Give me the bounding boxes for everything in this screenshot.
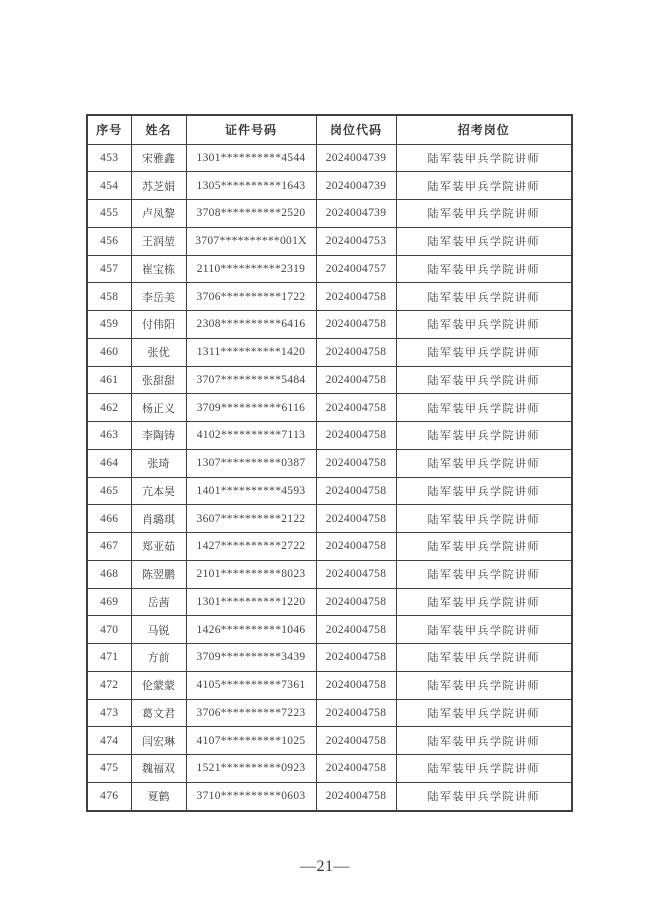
table-header-row [87,115,572,144]
cell-position: 陆军装甲兵学院讲师 [396,477,572,505]
cell-position-code: 2024004758 [316,727,396,755]
cell-serial: 471 [87,644,131,672]
table-row [87,560,572,588]
cell-position-code: 2024004758 [316,588,396,616]
table-row [87,727,572,755]
cell-id-number: 3709**********6116 [186,394,316,422]
cell-serial: 460 [87,338,131,366]
cell-name: 伦蒙蒙 [131,671,186,699]
cell-id-number: 3709**********3439 [186,644,316,672]
cell-position: 陆军装甲兵学院讲师 [396,671,572,699]
cell-position: 陆军装甲兵学院讲师 [396,144,572,172]
cell-serial: 472 [87,671,131,699]
cell-name: 葛文君 [131,699,186,727]
cell-serial: 475 [87,755,131,783]
cell-position: 陆军装甲兵学院讲师 [396,366,572,394]
cell-name: 马锐 [131,616,186,644]
table-row [87,755,572,783]
cell-position: 陆军装甲兵学院讲师 [396,422,572,450]
cell-position: 陆军装甲兵学院讲师 [396,227,572,255]
cell-position-code: 2024004758 [316,394,396,422]
cell-id-number: 4102**********7113 [186,422,316,450]
cell-id-number: 3706**********1722 [186,283,316,311]
cell-serial: 469 [87,588,131,616]
table-row [87,699,572,727]
cell-position: 陆军装甲兵学院讲师 [396,200,572,228]
cell-serial: 474 [87,727,131,755]
cell-name: 杨正义 [131,394,186,422]
cell-name: 肖璐琪 [131,505,186,533]
cell-position-code: 2024004758 [316,338,396,366]
cell-serial: 458 [87,283,131,311]
cell-position: 陆军装甲兵学院讲师 [396,338,572,366]
cell-position: 陆军装甲兵学院讲师 [396,311,572,339]
column-header-name: 姓名 [131,115,186,144]
cell-serial: 466 [87,505,131,533]
cell-name: 张优 [131,338,186,366]
cell-name: 付伟阳 [131,311,186,339]
cell-position-code: 2024004758 [316,560,396,588]
cell-position-code: 2024004758 [316,616,396,644]
recruitment-roster-table [86,114,573,812]
cell-name: 崔宝栋 [131,255,186,283]
cell-name: 亢本昊 [131,477,186,505]
cell-id-number: 3708**********2520 [186,200,316,228]
cell-id-number: 1301**********4544 [186,144,316,172]
table-row [87,338,572,366]
table-row [87,255,572,283]
cell-position-code: 2024004758 [316,699,396,727]
cell-id-number: 1401**********4593 [186,477,316,505]
cell-position: 陆军装甲兵学院讲师 [396,560,572,588]
cell-id-number: 3710**********0603 [186,782,316,811]
cell-id-number: 3707**********001X [186,227,316,255]
cell-position-code: 2024004758 [316,671,396,699]
cell-id-number: 1305**********1643 [186,172,316,200]
table-row [87,782,572,811]
table-row [87,144,572,172]
table-row [87,283,572,311]
cell-position-code: 2024004758 [316,283,396,311]
cell-position-code: 2024004758 [316,644,396,672]
cell-id-number: 3706**********7223 [186,699,316,727]
cell-id-number: 2110**********2319 [186,255,316,283]
cell-serial: 465 [87,477,131,505]
cell-position: 陆军装甲兵学院讲师 [396,782,572,811]
cell-name: 张甜甜 [131,366,186,394]
cell-name: 陈翌鹏 [131,560,186,588]
cell-position-code: 2024004758 [316,755,396,783]
cell-id-number: 2101**********8023 [186,560,316,588]
cell-name: 宋雅鑫 [131,144,186,172]
cell-name: 李陶铸 [131,422,186,450]
cell-id-number: 3707**********5484 [186,366,316,394]
cell-serial: 462 [87,394,131,422]
cell-name: 郑亚茹 [131,533,186,561]
table-row [87,200,572,228]
cell-name: 卢凤黎 [131,200,186,228]
cell-name: 夏鹤 [131,782,186,811]
cell-position: 陆军装甲兵学院讲师 [396,283,572,311]
cell-id-number: 1427**********2722 [186,533,316,561]
column-header-id-number: 证件号码 [186,115,316,144]
table-row [87,422,572,450]
cell-position-code: 2024004758 [316,311,396,339]
cell-serial: 468 [87,560,131,588]
cell-serial: 457 [87,255,131,283]
cell-position-code: 2024004758 [316,477,396,505]
cell-serial: 467 [87,533,131,561]
cell-serial: 463 [87,422,131,450]
cell-id-number: 1521**********0923 [186,755,316,783]
cell-position: 陆军装甲兵学院讲师 [396,616,572,644]
cell-position: 陆军装甲兵学院讲师 [396,588,572,616]
cell-position-code: 2024004739 [316,144,396,172]
cell-position-code: 2024004757 [316,255,396,283]
table-row [87,588,572,616]
cell-position-code: 2024004758 [316,533,396,561]
cell-position: 陆军装甲兵学院讲师 [396,727,572,755]
cell-name: 李岳美 [131,283,186,311]
cell-name: 方前 [131,644,186,672]
cell-id-number: 3607**********2122 [186,505,316,533]
table-row [87,533,572,561]
cell-position-code: 2024004758 [316,422,396,450]
cell-position-code: 2024004753 [316,227,396,255]
table-row [87,449,572,477]
cell-position: 陆军装甲兵学院讲师 [396,644,572,672]
cell-position-code: 2024004758 [316,366,396,394]
cell-position: 陆军装甲兵学院讲师 [396,533,572,561]
table-row [87,172,572,200]
table-row [87,616,572,644]
table-row [87,311,572,339]
cell-serial: 470 [87,616,131,644]
table-row [87,505,572,533]
table-row [87,394,572,422]
cell-position: 陆军装甲兵学院讲师 [396,699,572,727]
cell-id-number: 1311**********1420 [186,338,316,366]
table-row [87,227,572,255]
cell-position: 陆军装甲兵学院讲师 [396,172,572,200]
cell-serial: 464 [87,449,131,477]
table-body [87,144,572,811]
cell-position: 陆军装甲兵学院讲师 [396,449,572,477]
table-row [87,644,572,672]
cell-position-code: 2024004739 [316,172,396,200]
cell-name: 苏芝娟 [131,172,186,200]
table-row [87,671,572,699]
cell-serial: 456 [87,227,131,255]
cell-id-number: 1307**********0387 [186,449,316,477]
cell-serial: 473 [87,699,131,727]
cell-id-number: 4107**********1025 [186,727,316,755]
cell-serial: 476 [87,782,131,811]
cell-name: 魏福双 [131,755,186,783]
cell-name: 岳茜 [131,588,186,616]
column-header-position-code: 岗位代码 [316,115,396,144]
table-row [87,477,572,505]
cell-position: 陆军装甲兵学院讲师 [396,255,572,283]
cell-serial: 453 [87,144,131,172]
cell-position-code: 2024004739 [316,200,396,228]
cell-id-number: 4105**********7361 [186,671,316,699]
cell-serial: 459 [87,311,131,339]
cell-name: 张琦 [131,449,186,477]
cell-position-code: 2024004758 [316,782,396,811]
column-header-serial: 序号 [87,115,131,144]
cell-position: 陆军装甲兵学院讲师 [396,394,572,422]
cell-serial: 461 [87,366,131,394]
cell-position: 陆军装甲兵学院讲师 [396,505,572,533]
cell-position: 陆军装甲兵学院讲师 [396,755,572,783]
column-header-position: 招考岗位 [396,115,572,144]
cell-serial: 454 [87,172,131,200]
cell-position-code: 2024004758 [316,449,396,477]
cell-name: 王润堃 [131,227,186,255]
cell-serial: 455 [87,200,131,228]
cell-id-number: 1426**********1046 [186,616,316,644]
page-number: —21— [300,858,350,875]
cell-name: 闫宏琳 [131,727,186,755]
cell-id-number: 2308**********6416 [186,311,316,339]
table-row [87,366,572,394]
cell-id-number: 1301**********1220 [186,588,316,616]
cell-position-code: 2024004758 [316,505,396,533]
